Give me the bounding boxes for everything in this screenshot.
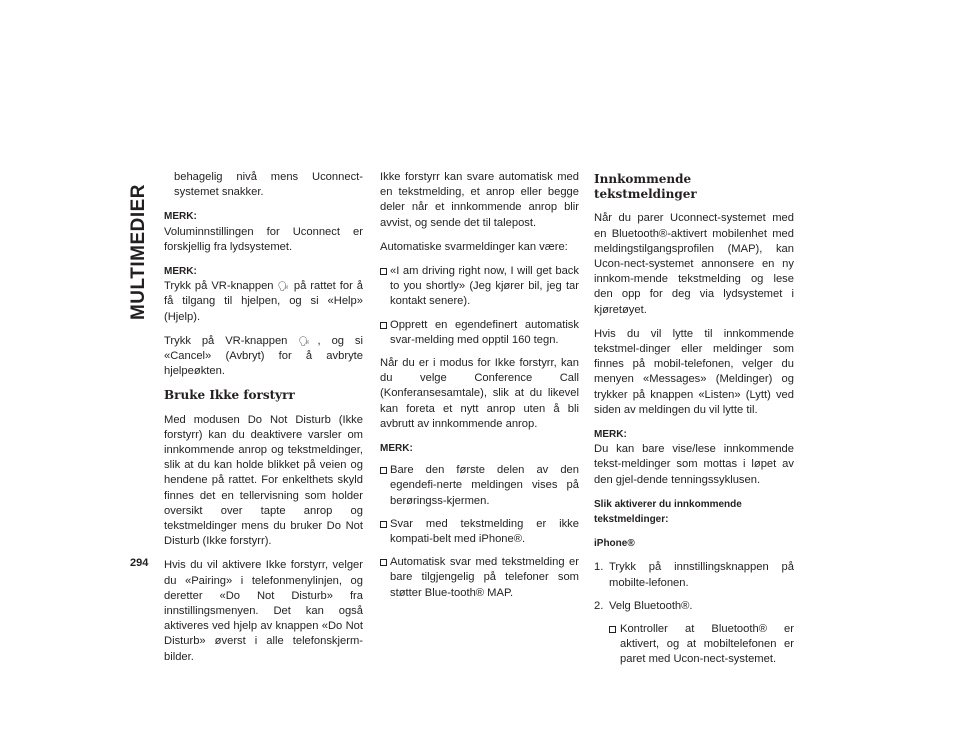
- bullet-box-icon: [380, 521, 387, 528]
- list-item-text: Kontroller at Bluetooth® er aktivert, og at mobiltelefonen er paret med Ucon-nect-systemet.: [620, 623, 794, 666]
- list-item-text: «I am driving right now, I will get back to you shortly» (Jeg kjører bil, jeg tar kontakt senere).: [390, 265, 579, 308]
- note-text-part: , og si «Cancel» (Avbryt) for å avbryte hjelpeøkten.: [164, 334, 363, 378]
- paragraph: Med modusen Do Not Disturb (Ikke forstyrr) kan du deaktivere varsler om innkommende anrop og tekstmeldinger, slik at du kan holde blikket på veien og hendene på rattet. For enkelthets skyld finnes det en tellervisning som holder oversikt over tapte anrop og tekstmeldinger mens du bruker Do Not Disturb (Ikke forstyrr).: [164, 413, 363, 548]
- voice-command-icon: 🗣: [298, 335, 318, 346]
- note-text: [164, 334, 363, 380]
- note-text-part: på rattet for å få tilgang til hjelpen, og si «Help» (Hjelp).: [164, 280, 364, 323]
- step-number: 2.: [594, 599, 604, 612]
- step-number: 1.: [594, 561, 604, 574]
- note-label: MERK:: [164, 211, 197, 223]
- section-heading: Innkommende tekstmeldinger: [594, 172, 697, 202]
- note-text-part: Trykk på VR-knappen: [164, 334, 288, 347]
- note-label: MERK:: [380, 443, 413, 455]
- bullet-box-icon: [380, 322, 387, 329]
- paragraph: Når du parer Uconnect-systemet med en Bluetooth®-aktivert mobilenhet med meldingstilgangsprofilen (MAP), kan Ucon-nect-systemet annonsere en ny innkom-mende tekstmelding og lese den opp for deg via lydsystemet i kjøretøyet.: [594, 212, 794, 316]
- paragraph: Automatiske svarmeldinger kan være:: [380, 240, 568, 253]
- list-item-text: Automatisk svar med tekstmelding er bare tilgjengelig på telefoner som støtter Blue-tooth® MAP.: [390, 556, 579, 599]
- list-item-text: Svar med tekstmelding er ikke kompati-belt med iPhone®.: [390, 517, 579, 546]
- paragraph: Når du er i modus for Ikke forstyrr, kan du velge Conference Call (Konferansesamtale), slik at du likevel kan foreta et nytt anrop uten å bli avbrutt av innkommende anrop.: [380, 357, 579, 430]
- bullet-box-icon: [380, 467, 387, 474]
- voice-command-icon: 🗣: [277, 281, 290, 292]
- list-item: [380, 555, 579, 601]
- step-text: Velg Bluetooth®.: [609, 599, 693, 612]
- section-tab: [127, 172, 151, 332]
- paragraph: Ikke forstyrr kan svare automatisk med en tekstmelding, et anrop eller begge deler når et innkommende anrop blir avvist, og sende det til talepost.: [380, 171, 579, 229]
- note-text: [164, 279, 363, 325]
- list-item-text: Opprett en egendefinert automatisk svar-melding med opptil 160 tegn.: [390, 318, 579, 346]
- list-item: [380, 517, 579, 547]
- note-label: MERK:: [164, 266, 197, 278]
- list-item: [380, 463, 579, 509]
- step-item: [594, 599, 794, 614]
- sub-list-item: [594, 622, 794, 668]
- note-text: Voluminnstillingen for Uconnect er forskjellig fra lydsystemet.: [164, 225, 363, 253]
- section-tab-label: MULTIMEDIER: [128, 183, 149, 321]
- step-text: Trykk på innstillingsknappen på mobilte-lefonen.: [609, 561, 794, 589]
- page-number: 294: [130, 557, 149, 569]
- list-item: [380, 264, 579, 310]
- paragraph: Hvis du vil lytte til innkommende tekstmel-dinger eller meldinger som finnes på mobil-telefonen, velger du menyen «Messages» (Meldinger) og trykker på knappen «Listen» (Lytt) ved siden av meldingen du vil lytte til.: [594, 327, 794, 416]
- bullet-box-icon: [609, 626, 616, 633]
- column-2: [380, 170, 579, 609]
- bullet-box-icon: [380, 268, 387, 275]
- list-item-text: Bare den første delen av den egendefi-nerte meldingen vises på berøringss-kjermen.: [390, 464, 579, 507]
- note-label: MERK:: [594, 429, 627, 441]
- bullet-box-icon: [380, 559, 387, 566]
- continued-text: behagelig nivå mens Uconnect-systemet snakker.: [174, 171, 363, 199]
- list-item: [380, 318, 579, 348]
- note-text-part: Trykk på VR-knappen: [164, 280, 274, 293]
- iphone-label: iPhone®: [594, 538, 635, 550]
- note-text: Du kan bare vise/lese innkommende tekst-meldinger som mottas i løpet av den gjel-dende tenningssyklusen.: [594, 443, 794, 486]
- column-1: [164, 170, 363, 674]
- paragraph: Hvis du vil aktivere Ikke forstyrr, velger du «Pairing» i telefonmenylinjen, og deretter «Do Not Disturb» fra innstillingsmenyen. Det kan også aktiveres ved hjelp av knappen «Do Not Disturb» øverst i alle telefonskjerm-bilder.: [164, 559, 363, 663]
- step-item: [594, 560, 794, 590]
- sub-heading: Slik aktiverer du innkommende tekstmeldinger:: [594, 498, 742, 526]
- section-heading: Bruke Ikke forstyrr: [164, 388, 295, 403]
- column-3: [594, 170, 794, 676]
